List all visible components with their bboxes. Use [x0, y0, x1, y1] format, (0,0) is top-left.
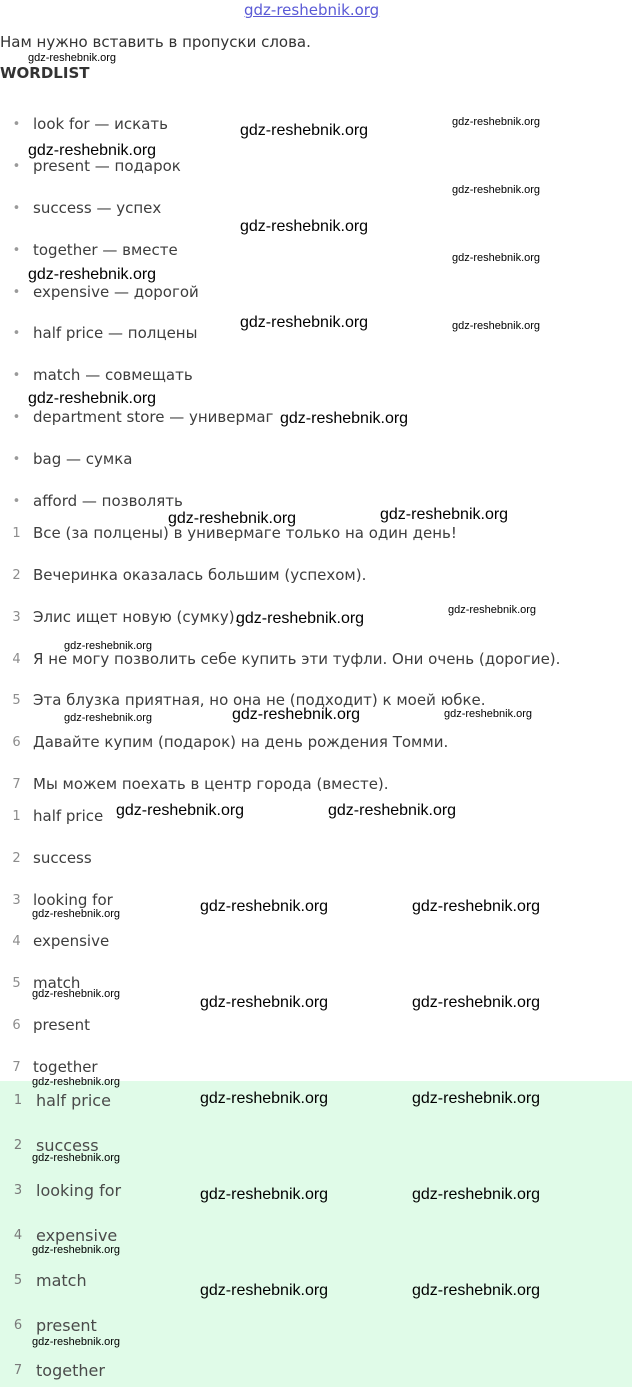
sentence-text: Давайте купим (подарок) на день рождения Томми. — [33, 733, 449, 751]
answer-text: half price — [36, 1090, 111, 1110]
watermark: gdz-reshebnik.org — [200, 898, 329, 915]
watermark: gdz-reshebnik.org — [328, 802, 457, 819]
wordlist-item-text: together — вместе — [33, 241, 178, 259]
wordlist-item-text: afford — позволять — [33, 492, 183, 510]
bullet-icon: • — [12, 116, 21, 132]
item-number: 5 — [12, 975, 21, 991]
item-number: 1 — [12, 525, 21, 541]
wordlist-item — [0, 445, 132, 473]
bullet-icon: • — [12, 325, 21, 341]
bullet-icon: • — [12, 242, 21, 258]
bullet-icon: • — [12, 200, 21, 216]
watermark: gdz-reshebnik.org — [200, 994, 329, 1011]
item-number: 1 — [13, 1092, 23, 1108]
answer-text: looking for — [33, 891, 113, 909]
answer-text: together — [36, 1360, 105, 1380]
item-number: 4 — [13, 1227, 23, 1243]
answer-text: present — [36, 1315, 97, 1335]
answer-item — [0, 1011, 90, 1039]
watermark: gdz-reshebnik.org — [412, 898, 541, 915]
watermark: gdz-reshebnik.org — [28, 390, 157, 407]
watermark: gdz-reshebnik.org — [448, 604, 537, 616]
watermark: gdz-reshebnik.org — [444, 708, 533, 720]
bullet-icon: • — [12, 284, 21, 300]
item-number: 5 — [13, 1272, 23, 1288]
watermark: gdz-reshebnik.org — [64, 712, 153, 724]
answer-final-item — [0, 1086, 111, 1114]
watermark: gdz-reshebnik.org — [452, 252, 541, 264]
watermark: gdz-reshebnik.org — [64, 640, 153, 652]
wordlist-item-text: match — совмещать — [33, 366, 193, 384]
item-number: 2 — [13, 1137, 23, 1153]
wordlist-item-text: success — успех — [33, 199, 162, 217]
bullet-icon: • — [12, 158, 21, 174]
watermark: gdz-reshebnik.org — [240, 218, 369, 235]
watermark: gdz-reshebnik.org — [32, 1152, 121, 1164]
answer-text: half price — [33, 807, 104, 825]
sentence-text: Эта блузка приятная, но она не (подходит) к моей юбке. — [33, 691, 486, 709]
answer-text: present — [33, 1016, 91, 1034]
wordlist-item-text: department store — универмаг — [33, 408, 274, 426]
watermark: gdz-reshebnik.org — [32, 908, 121, 920]
wordlist-item — [0, 194, 161, 222]
watermark: gdz-reshebnik.org — [452, 320, 541, 332]
item-number: 4 — [12, 933, 21, 949]
item-number: 6 — [12, 734, 21, 750]
sentence-text: Я не могу позволить себе купить эти туфли. Они очень (дорогие). — [33, 650, 561, 668]
sentence-text: Элис ищет новую (сумку). — [33, 608, 240, 626]
answer-text: expensive — [36, 1225, 118, 1245]
wordlist-item-text: half price — полцены — [33, 324, 198, 342]
watermark: gdz-reshebnik.org — [280, 410, 409, 427]
watermark: gdz-reshebnik.org — [412, 994, 541, 1011]
watermark: gdz-reshebnik.org — [32, 1244, 121, 1256]
answer-text: success — [36, 1135, 99, 1155]
wordlist-item — [0, 319, 197, 347]
item-number: 7 — [13, 1362, 23, 1378]
sentence-text: Мы можем поехать в центр города (вместе). — [33, 775, 389, 793]
watermark: gdz-reshebnik.org — [200, 1186, 329, 1203]
answer-text: expensive — [33, 932, 110, 950]
item-number: 2 — [12, 567, 21, 583]
answer-text: looking for — [36, 1180, 122, 1200]
watermark: gdz-reshebnik.org — [232, 706, 361, 723]
sentence-item — [0, 603, 239, 631]
answer-final-item — [0, 1311, 97, 1339]
wordlist-title: WORDLIST — [0, 64, 90, 82]
answer-final-item — [0, 1356, 105, 1384]
answer-text: match — [36, 1270, 87, 1290]
answer-final-item — [0, 1266, 87, 1294]
item-number: 2 — [12, 850, 21, 866]
answer-final-item — [0, 1176, 121, 1204]
watermark: gdz-reshebnik.org — [168, 510, 297, 527]
wordlist-item — [0, 236, 178, 264]
watermark: gdz-reshebnik.org — [452, 116, 541, 128]
watermark: gdz-reshebnik.org — [240, 314, 369, 331]
watermark: gdz-reshebnik.org — [28, 52, 117, 64]
item-number: 3 — [12, 892, 21, 908]
watermark: gdz-reshebnik.org — [200, 1090, 329, 1107]
sentence-item — [0, 770, 389, 798]
item-number: 7 — [12, 776, 21, 792]
item-number: 5 — [12, 692, 21, 708]
watermark: gdz-reshebnik.org — [32, 1336, 121, 1348]
watermark: gdz-reshebnik.org — [28, 266, 157, 283]
watermark: gdz-reshebnik.org — [32, 988, 121, 1000]
answer-text: match — [33, 974, 81, 992]
wordlist-item-text: look for — искать — [33, 115, 168, 133]
watermark: gdz-reshebnik.org — [412, 1186, 541, 1203]
item-number: 6 — [13, 1317, 23, 1333]
site-link[interactable]: gdz-reshebnik.org — [244, 1, 380, 19]
answer-item — [0, 844, 92, 872]
wordlist-item-text: expensive — дорогой — [33, 283, 199, 301]
watermark: gdz-reshebnik.org — [412, 1090, 541, 1107]
watermark: gdz-reshebnik.org — [32, 1076, 121, 1088]
answer-item — [0, 927, 109, 955]
intro-text: Нам нужно вставить в пропуски слова. — [0, 33, 311, 51]
item-number: 1 — [12, 808, 21, 824]
bullet-icon: • — [12, 493, 21, 509]
watermark: gdz-reshebnik.org — [412, 1282, 541, 1299]
sentence-text: Все (за полцены) в универмаге только на один день! — [33, 524, 457, 542]
answer-text: together — [33, 1058, 98, 1076]
watermark: gdz-reshebnik.org — [240, 122, 369, 139]
watermark: gdz-reshebnik.org — [116, 802, 245, 819]
bullet-icon: • — [12, 451, 21, 467]
item-number: 3 — [12, 609, 21, 625]
sentence-item — [0, 728, 448, 756]
item-number: 6 — [12, 1017, 21, 1033]
answer-item — [0, 802, 103, 830]
sentence-text: Вечеринка оказалась большим (успехом). — [33, 566, 367, 584]
wordlist-item-text: bag — сумка — [33, 450, 133, 468]
answer-text: success — [33, 849, 92, 867]
item-number: 4 — [12, 651, 21, 667]
bullet-icon: • — [12, 409, 21, 425]
wordlist-item-text: present — подарок — [33, 157, 181, 175]
wordlist-item — [0, 361, 193, 389]
item-number: 3 — [13, 1182, 23, 1198]
watermark: gdz-reshebnik.org — [236, 610, 365, 627]
wordlist-item — [0, 110, 168, 138]
bullet-icon: • — [12, 367, 21, 383]
watermark: gdz-reshebnik.org — [200, 1282, 329, 1299]
item-number: 7 — [12, 1059, 21, 1075]
watermark: gdz-reshebnik.org — [452, 184, 541, 196]
sentence-item — [0, 561, 366, 589]
wordlist-item — [0, 487, 183, 515]
watermark: gdz-reshebnik.org — [28, 142, 157, 159]
watermark: gdz-reshebnik.org — [380, 506, 509, 523]
